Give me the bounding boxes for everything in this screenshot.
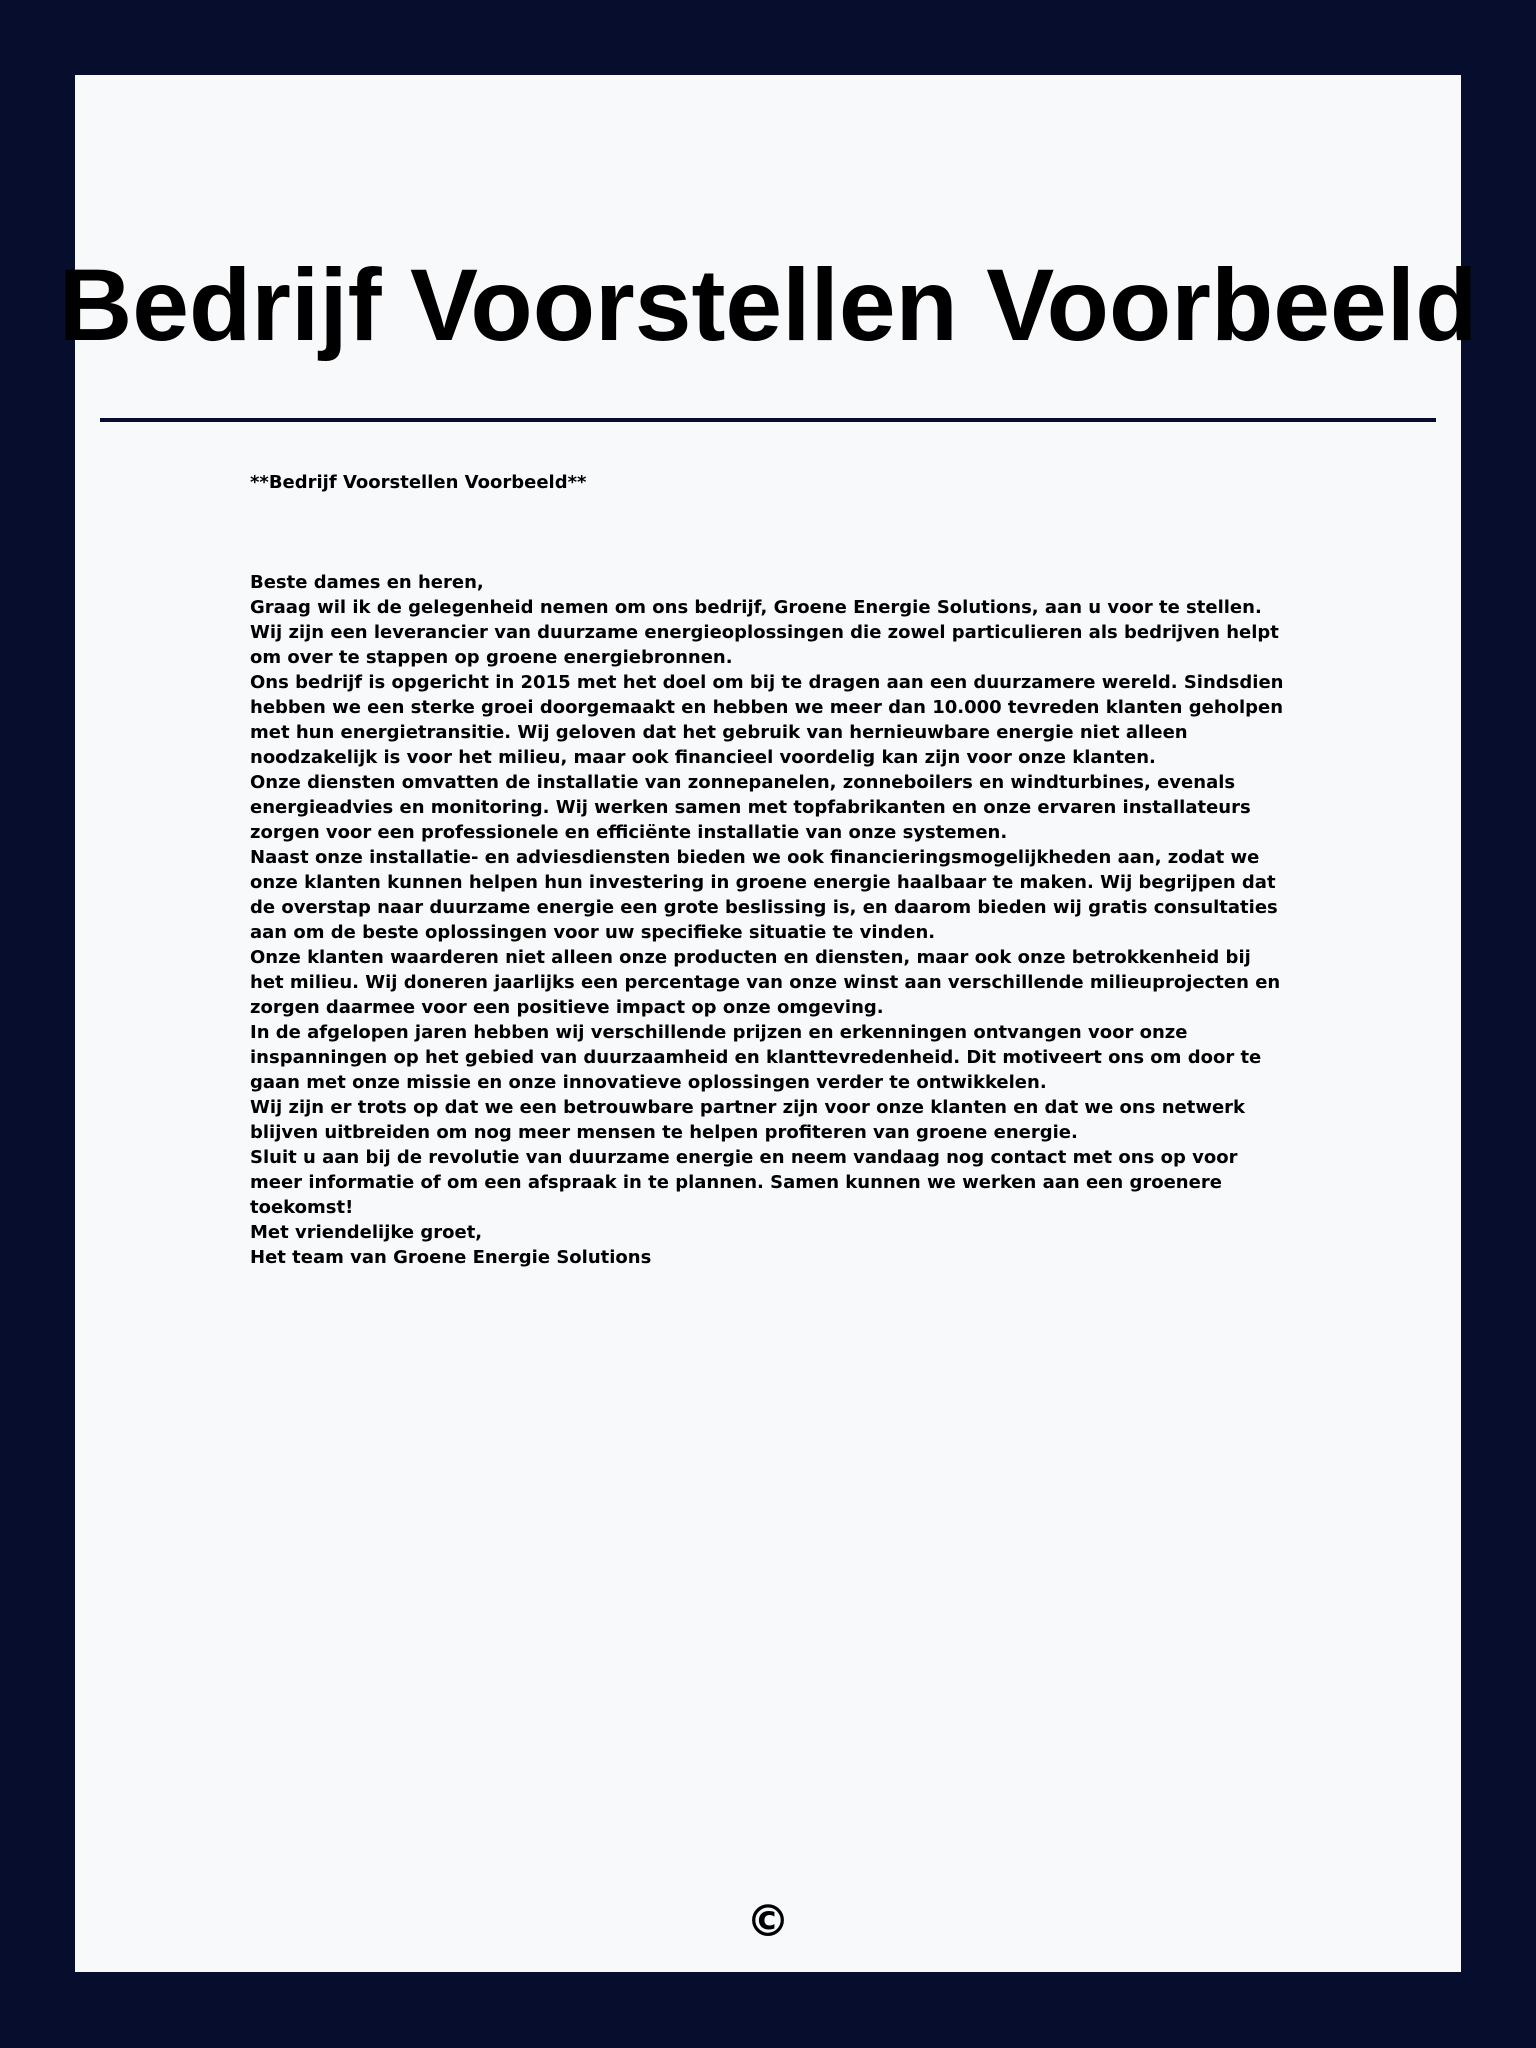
letter-paragraph: Wij zijn er trots op dat we een betrouwbare partner zijn voor onze klanten en dat we ons netwerk blijven uitbreiden om nog meer mensen te helpen profiteren van groene energie. — [250, 1097, 1246, 1143]
document-subheading: **Bedrijf Voorstellen Voorbeeld** — [250, 472, 587, 493]
letter-paragraph: Onze klanten waarderen niet alleen onze producten en diensten, maar ook onze betrokkenheid bij het milieu. Wij doneren jaarlijks een percentage van onze winst aan verschillende milieuprojecten en zorgen daarmee voor een positieve impact op onze omgeving. — [250, 947, 1281, 1018]
letter-closing: Met vriendelijke groet, — [250, 1222, 483, 1243]
document-page — [58, 75, 1478, 1972]
letter-salutation: Beste dames en heren, — [250, 572, 484, 593]
letter-paragraph: Naast onze installatie- en adviesdiensten bieden we ook financieringsmogelijkheden aan, zodat we onze klanten kunnen helpen hun investering in groene energie haalbaar te maken. Wij begrijpen dat de overstap naar duurzame energie een grote beslissing is, en daarom bieden wij gratis consultaties aan om de beste oplossingen voor uw specifieke situatie te vinden. — [250, 847, 1278, 943]
letter-paragraph: Sluit u aan bij de revolutie van duurzame energie en neem vandaag nog contact met ons op voor meer informatie of om een afspraak in te plannen. Samen kunnen we werken aan een groenere toekomst! — [250, 1147, 1238, 1218]
letter-paragraph: In de afgelopen jaren hebben wij verschillende prijzen en erkenningen ontvangen voor onze inspanningen op het gebied van duurzaamheid en klanttevredenheid. Dit motiveert ons om door te gaan met onze missie en onze innovatieve oplossingen verder te ontwikkelen. — [250, 1022, 1262, 1093]
letter-paragraph: Ons bedrijf is opgericht in 2015 met het doel om bij te dragen aan een duurzamere wereld. Sindsdien hebben we een sterke groei doorgemaakt en hebben we meer dan 10.000 tevreden klanten geholpen met hun energietransitie. Wij geloven dat het gebruik van hernieuwbare energie niet alleen noodzakelijk is voor het milieu, maar ook financieel voordelig kan zijn voor onze klanten. — [250, 672, 1284, 768]
document-title: Bedrijf Voorstellen Voorbeeld — [58, 248, 1478, 362]
letter-text — [250, 570, 1290, 1270]
document-body — [250, 470, 1290, 1270]
title-divider — [100, 418, 1436, 422]
letter-signature: Het team van Groene Energie Solutions — [250, 1247, 652, 1268]
copyright-symbol: © — [746, 1896, 790, 1947]
letter-paragraph: Onze diensten omvatten de installatie van zonnepanelen, zonneboilers en windturbines, evenals energieadvies en monitoring. Wij werken samen met topfabrikanten en onze ervaren installateurs zorgen voor een professionele en efficiënte installatie van onze systemen. — [250, 772, 1251, 843]
letter-paragraph: Graag wil ik de gelegenheid nemen om ons bedrijf, Groene Energie Solutions, aan u voor te stellen. Wij zijn een leverancier van duurzame energieoplossingen die zowel particulieren als bedrijven helpt om over te stappen op groene energiebronnen. — [250, 597, 1279, 668]
